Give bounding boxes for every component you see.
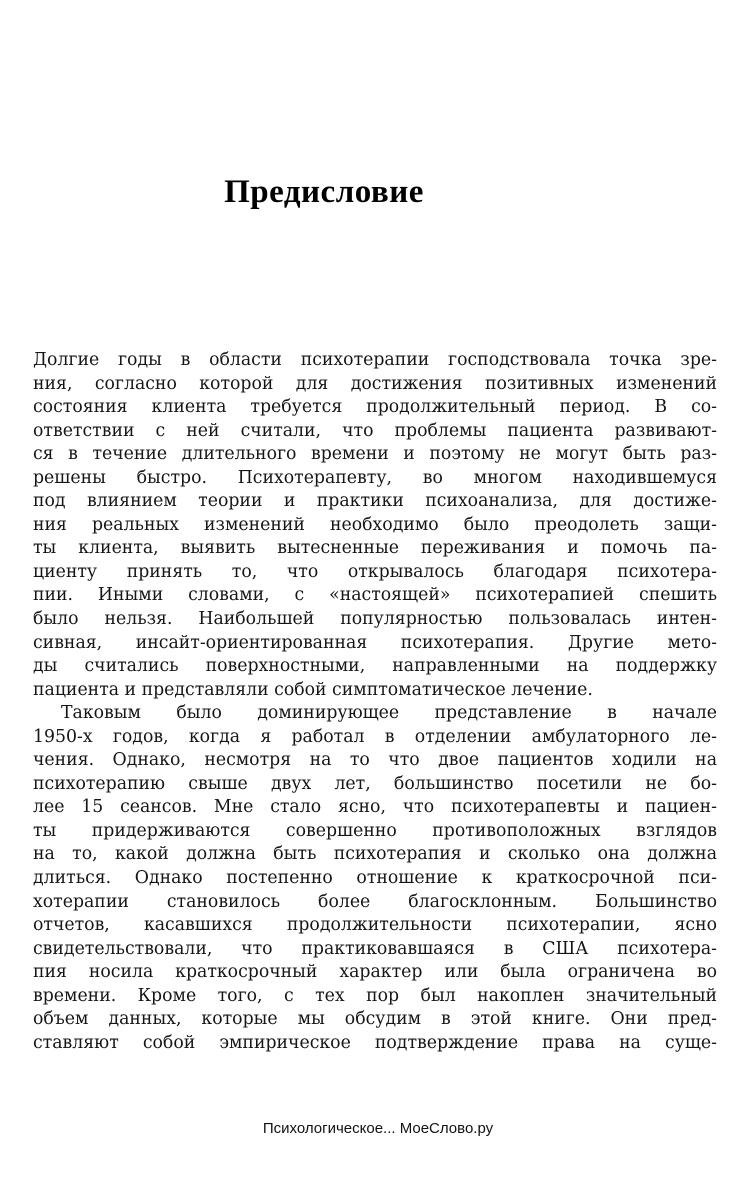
paragraph-2 — [33, 702, 717, 1055]
text-line: пия носила краткосрочный характер или была ограничена во — [33, 962, 717, 983]
text-line: 1950-х годов, когда я работал в отделении амбулаторного ле- — [33, 726, 717, 747]
text-line: пии. Иными словами, с «настоящей» психотерапией спешить — [33, 585, 717, 606]
text-line: ставляют собой эмпирическое подтверждение права на суще- — [33, 1032, 717, 1053]
text-line: ся в течение длительного времени и поэтому не могут быть раз- — [33, 444, 717, 465]
text-line: ния реальных изменений необходимо было преодолеть защи- — [33, 514, 717, 535]
text-line: психотерапию свыше двух лет, большинство посетили не бо- — [33, 773, 717, 794]
text-line: Долгие годы в области психотерапии господствовала точка зре- — [33, 350, 717, 370]
text-line: ния, согласно которой для достижения позитивных изменений — [33, 373, 717, 394]
text-line: было нельзя. Наибольшей популярностью пользовалась интен- — [33, 609, 717, 630]
page-title: Предисловие — [224, 174, 424, 211]
text-line: ты придерживаются совершенно противоположных взглядов — [33, 820, 717, 841]
text-line: отчетов, касавшихся продолжительности психотерапии, ясно — [33, 915, 717, 936]
text-line: свидетельствовали, что практиковавшаяся в США психотера- — [33, 938, 717, 959]
text-line: решены быстро. Психотерапевту, во многом находившемуся — [33, 467, 717, 488]
text-line: сивная, инсайт-ориентированная психотерапия. Другие мето- — [33, 632, 717, 653]
text-line: под влиянием теории и практики психоанализа, для достиже- — [33, 491, 717, 512]
page-footer-watermark: Психологическое... МоеСлово.ру — [262, 1120, 494, 1137]
text-line: чения. Однако, несмотря на то что двое пациентов ходили на — [33, 750, 717, 771]
text-line: ответствии с ней считали, что проблемы пациента развивают- — [33, 420, 717, 441]
text-line: состояния клиента требуется продолжительный период. В со- — [33, 397, 717, 418]
text-line: циенту принять то, что открывалось благодаря психотера- — [33, 561, 717, 582]
text-line: объем данных, которые мы обсудим в этой книге. Они пред- — [33, 1009, 717, 1030]
text-line: хотерапии становилось более благосклонным. Большинство — [33, 891, 717, 912]
body-text — [33, 349, 717, 1055]
text-line: лее 15 сеансов. Мне стало ясно, что психотерапевты и пациен- — [33, 797, 717, 818]
text-line: времени. Кроме того, с тех пор был накоплен значительный — [33, 985, 717, 1006]
text-line: пациента и представляли собой симптоматическое лечение. — [33, 679, 593, 700]
text-line: ды считались поверхностными, направленными на поддержку — [33, 656, 717, 677]
text-line: на то, какой должна быть психотерапия и сколько она должна — [33, 844, 717, 865]
paragraph-1 — [33, 349, 717, 702]
text-line: Таковым было доминирующее представление в начале — [61, 703, 717, 724]
text-line: ты клиента, выявить вытесненные переживания и помочь па- — [33, 538, 717, 559]
text-line: длиться. Однако постепенно отношение к краткосрочной пси- — [33, 868, 717, 889]
